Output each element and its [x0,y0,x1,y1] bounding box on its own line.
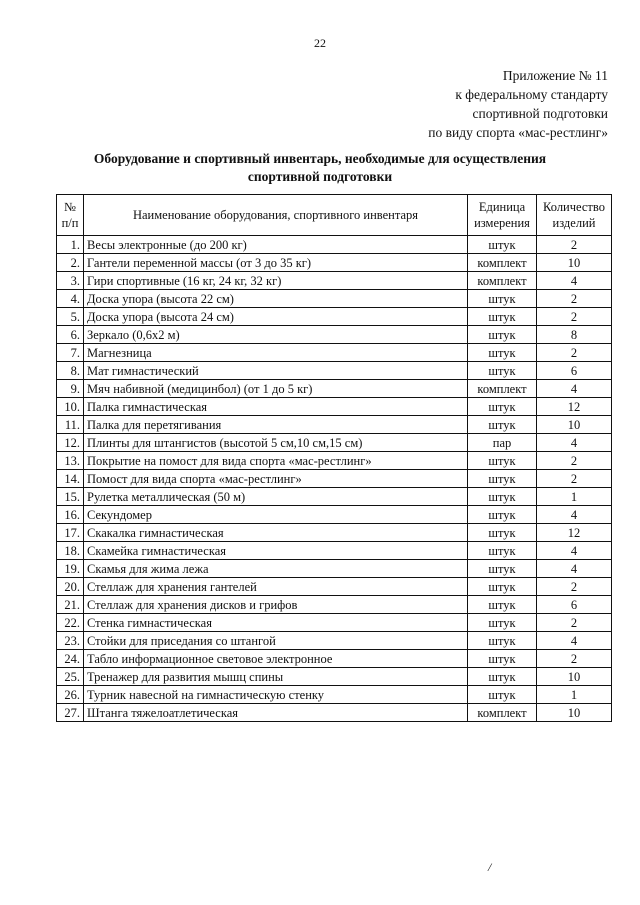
row-name: Стойки для приседания со штангой [84,632,468,650]
row-quantity: 4 [537,506,612,524]
header-number-line-2: п/п [61,216,79,230]
row-quantity: 12 [537,524,612,542]
header-unit [468,195,537,236]
title-line-2: спортивной подготовки [247,169,393,184]
row-name: Стеллаж для хранения дисков и грифов [84,596,468,614]
table-row [57,506,612,524]
appendix-line-1: Приложение № 11 [502,68,608,83]
row-unit: штук [468,578,537,596]
row-unit: штук [468,344,537,362]
row-name: Штанга тяжелоатлетическая [84,704,468,722]
row-unit: комплект [468,254,537,272]
equipment-table [56,194,612,722]
row-quantity: 10 [537,254,612,272]
table-row [57,632,612,650]
row-quantity: 6 [537,596,612,614]
title-line-1: Оборудование и спортивный инвентарь, необходимые для осуществления [93,151,547,166]
row-unit: комплект [468,704,537,722]
table-body [57,236,612,722]
row-name: Мяч набивной (медицинбол) (от 1 до 5 кг) [84,380,468,398]
row-name: Скамья для жима лежа [84,560,468,578]
table-row [57,290,612,308]
row-unit: пар [468,434,537,452]
row-number: 3. [57,272,84,290]
header-name: Наименование оборудования, спортивного инвентаря [84,195,468,236]
header-number-line-1: № [64,200,76,214]
row-quantity: 8 [537,326,612,344]
row-name: Палка для перетягивания [84,416,468,434]
row-unit: штук [468,668,537,686]
row-unit: штук [468,416,537,434]
row-name: Секундомер [84,506,468,524]
row-number: 25. [57,668,84,686]
row-name: Стеллаж для хранения гантелей [84,578,468,596]
row-name: Гири спортивные (16 кг, 24 кг, 32 кг) [84,272,468,290]
row-name: Табло информационное световое электронное [84,650,468,668]
row-number: 23. [57,632,84,650]
table-row [57,578,612,596]
row-name: Покрытие на помост для вида спорта «мас-рестлинг» [84,452,468,470]
row-unit: штук [468,524,537,542]
row-unit: штук [468,614,537,632]
table-row [57,308,612,326]
row-number: 11. [57,416,84,434]
table-row [57,524,612,542]
row-unit: штук [468,596,537,614]
table-row [57,398,612,416]
table-row [57,344,612,362]
row-quantity: 2 [537,470,612,488]
document-title [40,150,600,186]
row-name: Стенка гимнастическая [84,614,468,632]
row-number: 2. [57,254,84,272]
footer-mark: / [488,860,492,874]
table-row [57,650,612,668]
row-unit: штук [468,560,537,578]
row-quantity: 2 [537,614,612,632]
row-number: 24. [57,650,84,668]
row-quantity: 2 [537,308,612,326]
table-row [57,470,612,488]
row-quantity: 10 [537,416,612,434]
row-unit: штук [468,236,537,254]
header-quantity-line-2: изделий [552,216,596,230]
row-number: 15. [57,488,84,506]
row-name: Плинты для штангистов (высотой 5 см,10 см,15 см) [84,434,468,452]
row-quantity: 4 [537,434,612,452]
row-number: 26. [57,686,84,704]
row-unit: штук [468,398,537,416]
row-unit: штук [468,542,537,560]
row-quantity: 2 [537,236,612,254]
row-number: 6. [57,326,84,344]
table-row [57,254,612,272]
row-number: 17. [57,524,84,542]
row-quantity: 2 [537,344,612,362]
row-name: Магнезница [84,344,468,362]
appendix-header [428,66,608,142]
header-quantity [537,195,612,236]
row-number: 16. [57,506,84,524]
row-quantity: 2 [537,578,612,596]
row-unit: штук [468,632,537,650]
row-unit: комплект [468,272,537,290]
row-quantity: 10 [537,668,612,686]
table-row [57,488,612,506]
row-number: 8. [57,362,84,380]
row-number: 20. [57,578,84,596]
table-row [57,434,612,452]
row-name: Скакалка гимнастическая [84,524,468,542]
row-number: 21. [57,596,84,614]
table-row [57,560,612,578]
table-row [57,542,612,560]
table-row [57,704,612,722]
appendix-line-3: спортивной подготовки [472,106,608,121]
row-quantity: 2 [537,650,612,668]
row-unit: штук [468,362,537,380]
header-unit-line-1: Единица [478,200,526,214]
row-name: Помост для вида спорта «мас-рестлинг» [84,470,468,488]
row-name: Доска упора (высота 22 см) [84,290,468,308]
table-header-row [57,195,612,236]
row-number: 13. [57,452,84,470]
row-name: Тренажер для развития мышц спины [84,668,468,686]
row-number: 10. [57,398,84,416]
row-name: Турник навесной на гимнастическую стенку [84,686,468,704]
row-number: 9. [57,380,84,398]
row-number: 4. [57,290,84,308]
row-quantity: 4 [537,632,612,650]
table-row [57,362,612,380]
table-row [57,614,612,632]
row-unit: штук [468,488,537,506]
row-quantity: 4 [537,560,612,578]
row-quantity: 6 [537,362,612,380]
row-unit: штук [468,290,537,308]
row-unit: штук [468,326,537,344]
table-row [57,668,612,686]
row-quantity: 4 [537,272,612,290]
table-row [57,596,612,614]
row-number: 5. [57,308,84,326]
row-name: Палка гимнастическая [84,398,468,416]
row-unit: штук [468,308,537,326]
row-name: Доска упора (высота 24 см) [84,308,468,326]
appendix-line-2: к федеральному стандарту [455,87,608,102]
table-row [57,380,612,398]
row-name: Мат гимнастический [84,362,468,380]
row-quantity: 2 [537,452,612,470]
table-row [57,452,612,470]
row-number: 18. [57,542,84,560]
row-unit: штук [468,452,537,470]
row-unit: штук [468,686,537,704]
table-row [57,326,612,344]
row-quantity: 1 [537,686,612,704]
row-number: 7. [57,344,84,362]
appendix-line-4: по виду спорта «мас-рестлинг» [428,125,608,140]
row-name: Рулетка металлическая (50 м) [84,488,468,506]
row-quantity: 1 [537,488,612,506]
table-row [57,686,612,704]
row-number: 22. [57,614,84,632]
table-row [57,272,612,290]
row-name: Зеркало (0,6х2 м) [84,326,468,344]
row-quantity: 10 [537,704,612,722]
row-number: 1. [57,236,84,254]
row-number: 12. [57,434,84,452]
row-quantity: 2 [537,290,612,308]
row-name: Скамейка гимнастическая [84,542,468,560]
header-unit-line-2: измерения [474,216,530,230]
row-quantity: 4 [537,542,612,560]
row-unit: комплект [468,380,537,398]
row-unit: штук [468,650,537,668]
row-name: Гантели переменной массы (от 3 до 35 кг) [84,254,468,272]
table-row [57,236,612,254]
row-quantity: 12 [537,398,612,416]
row-name: Весы электронные (до 200 кг) [84,236,468,254]
row-number: 19. [57,560,84,578]
header-quantity-line-1: Количество [543,200,605,214]
row-unit: штук [468,506,537,524]
header-number [57,195,84,236]
table-row [57,416,612,434]
row-quantity: 4 [537,380,612,398]
row-unit: штук [468,470,537,488]
page-number: 22 [314,36,326,50]
row-number: 27. [57,704,84,722]
row-number: 14. [57,470,84,488]
